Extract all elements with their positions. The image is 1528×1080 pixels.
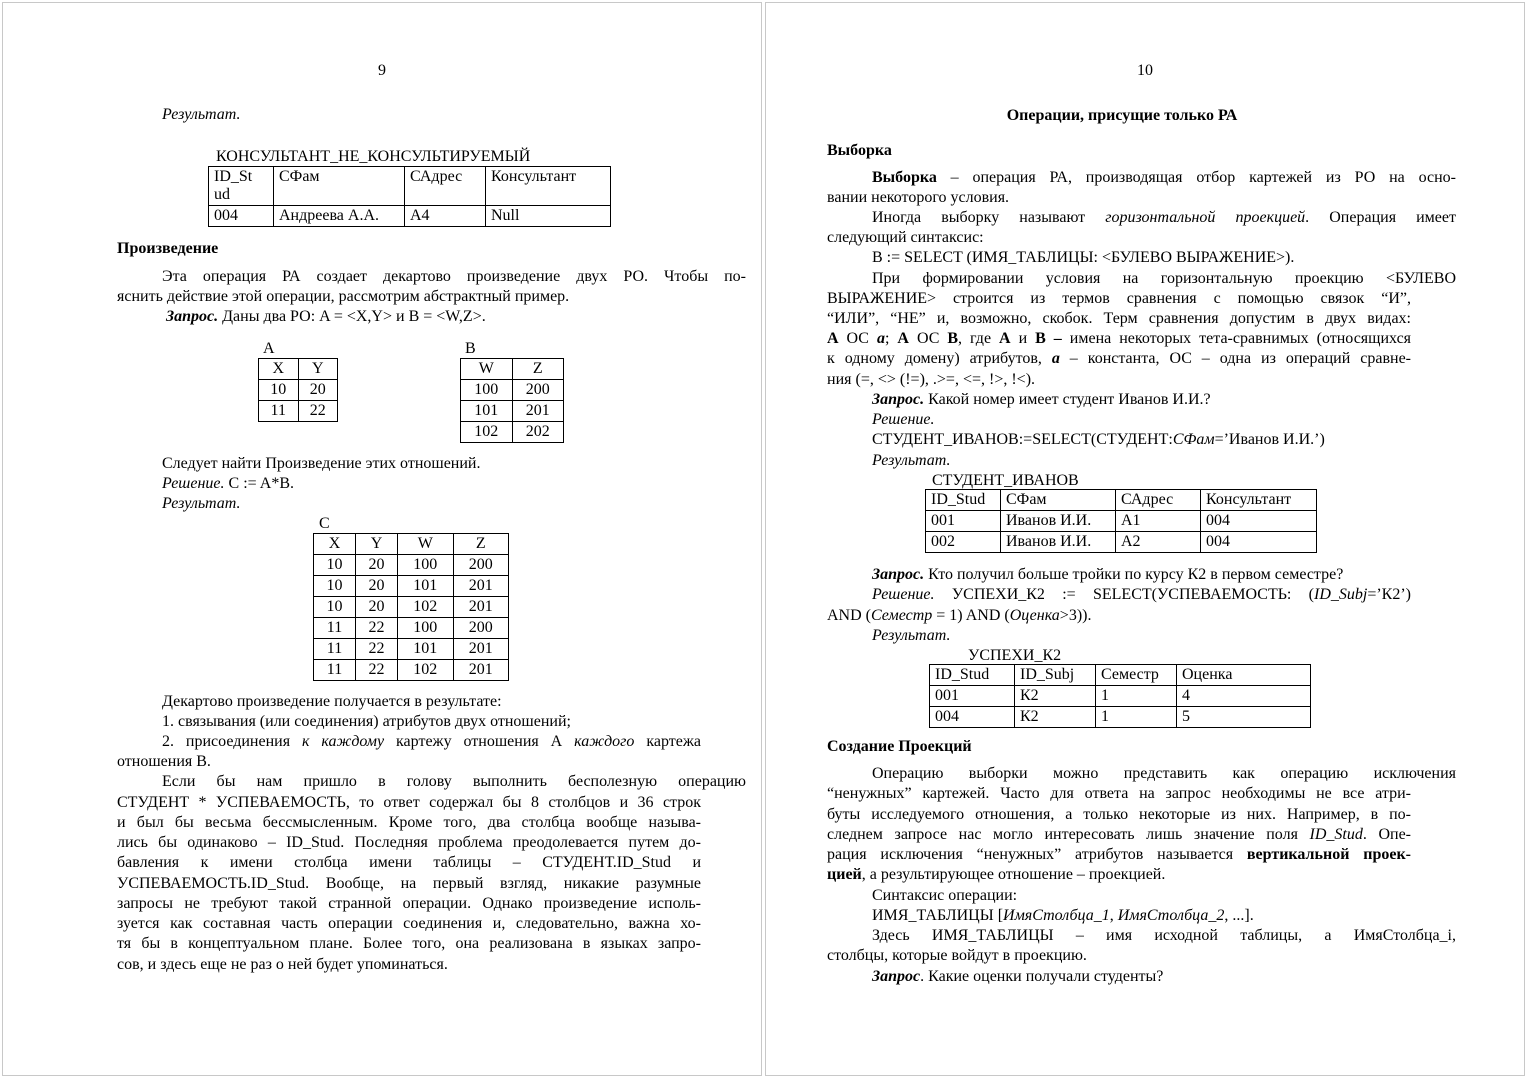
section-heading: Выборка — [827, 142, 892, 159]
paragraph-line: A ОС a; A ОС B, где A и B – имена некоторых тета-сравнимых (относящихся — [827, 330, 1412, 347]
table-row: 004 К2 1 5 — [930, 707, 1311, 728]
syntax-line: B := SELECT (ИМЯ_ТАБЛИЦЫ: <БУЛЕВО ВЫРАЖЕНИЕ>). — [872, 249, 1295, 266]
uspehi-table: ID_Stud ID_Subj Семестр Оценка 001 К2 1 4 004 К2 1 5 — [929, 664, 1311, 728]
table-title: СТУДЕНТ_ИВАНОВ — [932, 472, 1079, 489]
table-header: Консультант — [486, 167, 611, 206]
table-row: 11 22 101 201 — [314, 639, 509, 660]
solution-line: Решение. УСПЕХИ_К2 := SELECT(УСПЕВАЕМОСТЬ: (ID_Subj=’К2’) — [872, 586, 1411, 603]
paragraph-line: Следует найти Произведение этих отношений. — [162, 455, 481, 472]
table-row: 10 20 100 200 — [314, 555, 509, 576]
list-item: 1. связывания (или соединения) атрибутов двух отношений; — [162, 713, 571, 730]
paragraph-line: следующий синтаксис: — [827, 229, 984, 246]
consultant-table — [208, 166, 611, 227]
table-row: 001 К2 1 4 — [930, 686, 1311, 707]
paragraph-line: буты исследуемого отношения, а только некоторые из них. Например, в по- — [827, 806, 1411, 823]
paragraph-line: Выборка – операция РА, производящая отбор картежей из РО на осно- — [872, 169, 1456, 186]
result-label: Результат. — [872, 627, 951, 644]
paragraph-line: бавления к имени столбца имени таблицы – СТУДЕНТ.ID_Stud и — [117, 854, 701, 871]
syntax-line: ИМЯ_ТАБЛИЦЫ [ИмяСтолбца_1, ИмяСтолбца_2, ...]. — [872, 907, 1254, 924]
table-row: 101 201 — [461, 401, 564, 422]
table-a-name: A — [263, 340, 275, 357]
query-line: Запрос. Кто получил больше тройки по курсу К2 в первом семестре? — [872, 566, 1344, 583]
paragraph-line: и был бы весьма бессмысленным. Кроме того, два столбца вообще называ- — [117, 814, 701, 831]
paragraph-line: Операцию выборки можно представить как операцию исключения — [872, 765, 1456, 782]
page-left — [2, 2, 762, 1076]
paragraph-line: УСПЕВАЕМОСТЬ.ID_Stud. Вообще, на первый взгляд, никакие разумные — [117, 875, 701, 892]
query-line: Запрос. Даны два РО: A = <X,Y> и B = <W,Z>. — [166, 308, 486, 325]
table-header: СФам — [274, 167, 405, 206]
paragraph-line: к одному домену) атрибутов, a – константа, ОС – одна из операций сравне- — [827, 350, 1411, 367]
table-header: САдрес — [405, 167, 486, 206]
paragraph-line: Синтаксис операции: — [872, 887, 1018, 904]
page-right — [765, 2, 1525, 1076]
paragraph-line: Если бы нам пришло в голову выполнить бесполезную операцию — [162, 773, 746, 790]
result-label: Результат. — [872, 452, 951, 469]
paragraph-line: “ИЛИ”, “НЕ” и, возможно, скобок. Терм сравнения допустим в двух видах: — [827, 310, 1411, 327]
query-line: Запрос. Какой номер имеет студент Иванов И.И.? — [872, 391, 1211, 408]
paragraph-line: вании некоторого условия. — [827, 189, 1010, 206]
section-heading: Произведение — [117, 240, 219, 257]
table-row: 004 Андреева А.А. А4 Null — [209, 206, 611, 227]
paragraph-line: рация исключения “ненужных” атрибутов называется вертикальной проек- — [827, 846, 1411, 863]
solution-line: СТУДЕНТ_ИВАНОВ:=SELECT(СТУДЕНТ:СФам=’Иванов И.И.’) — [872, 431, 1325, 448]
table-row: 11 22 — [259, 401, 338, 422]
table-row: 10 20 101 201 — [314, 576, 509, 597]
paragraph-line: тя бы в концептуальном плане. Более того, она реализована в языках запро- — [117, 935, 701, 952]
solution-label: Решение. — [872, 411, 935, 428]
paragraph-line: лись бы одинаково – ID_Stud. Последняя проблема преодолевается путем до- — [117, 834, 701, 851]
paragraph-line: При формировании условия на горизонтальную проекцию <БУЛЕВО — [872, 270, 1456, 287]
paragraph-line: ния (=, <> (!=), .>=, <=, !>, !<). — [827, 371, 1036, 388]
table-row: 102 202 — [461, 422, 564, 443]
paragraph-line: яснить действие этой операции, рассмотрим абстрактный пример. — [117, 288, 570, 305]
paragraph-line: Эта операция РА создает декартово произведение двух РО. Чтобы по- — [162, 268, 746, 285]
page-number: 10 — [1137, 62, 1153, 79]
section-heading: Создание Проекций — [827, 738, 972, 755]
page-number: 9 — [378, 62, 386, 79]
table-title: УСПЕХИ_К2 — [968, 647, 1062, 664]
table-row: 002 Иванов И.И. А2 004 — [926, 532, 1317, 553]
table-b: W Z 100 200 101 201 102 202 — [460, 358, 564, 443]
paragraph-line: СТУДЕНТ * УСПЕВАЕМОСТЬ, то ответ содержал бы 8 столбцов и 36 строк — [117, 794, 701, 811]
paragraph-line: цией, а результирующее отношение – проекцией. — [827, 866, 1166, 883]
result-label: Результат. — [162, 495, 241, 512]
paragraph-line: Иногда выборку называют горизонтальной проекцией. Операция имеет — [872, 209, 1457, 226]
paragraph-line: Здесь ИМЯ_ТАБЛИЦЫ – имя исходной таблицы, а ИмяСтолбца_i, — [872, 927, 1456, 944]
table-c-name: C — [319, 515, 330, 532]
table-row: 10 20 — [259, 380, 338, 401]
paragraph-line: ВЫРАЖЕНИЕ> строится из термов сравнения с помощью связок “И”, — [827, 290, 1411, 307]
table-c: X Y W Z 10 20 100 200 10 20 101 201 10 20 102 201 11 22 100 200 11 22 101 201 11 22 102 201 — [313, 533, 509, 681]
paragraph-line: запросы не требуют такой странной операции. Однако произведение исполь- — [117, 895, 701, 912]
paragraph-line: следнем запросе нас могло интересовать лишь значение поля ID_Stud. Опе- — [827, 826, 1411, 843]
table-row: 10 20 102 201 — [314, 597, 509, 618]
table-header: ID_St ud — [209, 167, 274, 206]
paragraph-line: Декартово произведение получается в результате: — [162, 693, 502, 710]
list-item: 2. присоединения к каждому картежу отношения А каждого картежа — [162, 733, 701, 750]
solution-line: Решение. C := A*B. — [162, 475, 294, 492]
table-row: 100 200 — [461, 380, 564, 401]
paragraph-line: столбцы, которые войдут в проекцию. — [827, 947, 1087, 964]
paragraph-line: отношения В. — [117, 753, 211, 770]
page-heading: Операции, присущие только РА — [1006, 107, 1238, 124]
solution-line: AND (Семестр = 1) AND (Оценка>3)). — [827, 607, 1092, 624]
table-a: X Y 10 20 11 22 — [258, 358, 338, 422]
query-line: Запрос. Какие оценки получали студенты? — [872, 968, 1164, 985]
paragraph-line: “ненужных” картежей. Часто для ответа на запрос необходимы не все атри- — [827, 785, 1411, 802]
table-title: КОНСУЛЬТАНТ_НЕ_КОНСУЛЬТИРУЕМЫЙ — [216, 148, 531, 165]
ivanov-table: ID_Stud СФам САдрес Консультант 001 Иванов И.И. А1 004 002 Иванов И.И. А2 004 — [925, 489, 1317, 553]
table-row: 11 22 102 201 — [314, 660, 509, 681]
table-row: 001 Иванов И.И. А1 004 — [926, 511, 1317, 532]
paragraph-line: зуется как составная часть операции соединения и, следовательно, важна хо- — [117, 915, 701, 932]
result-label: Результат. — [162, 106, 241, 123]
table-b-name: B — [465, 340, 476, 357]
paragraph-line: сов, и здесь еще не раз о ней будет упоминаться. — [117, 956, 448, 973]
table-row: 11 22 100 200 — [314, 618, 509, 639]
